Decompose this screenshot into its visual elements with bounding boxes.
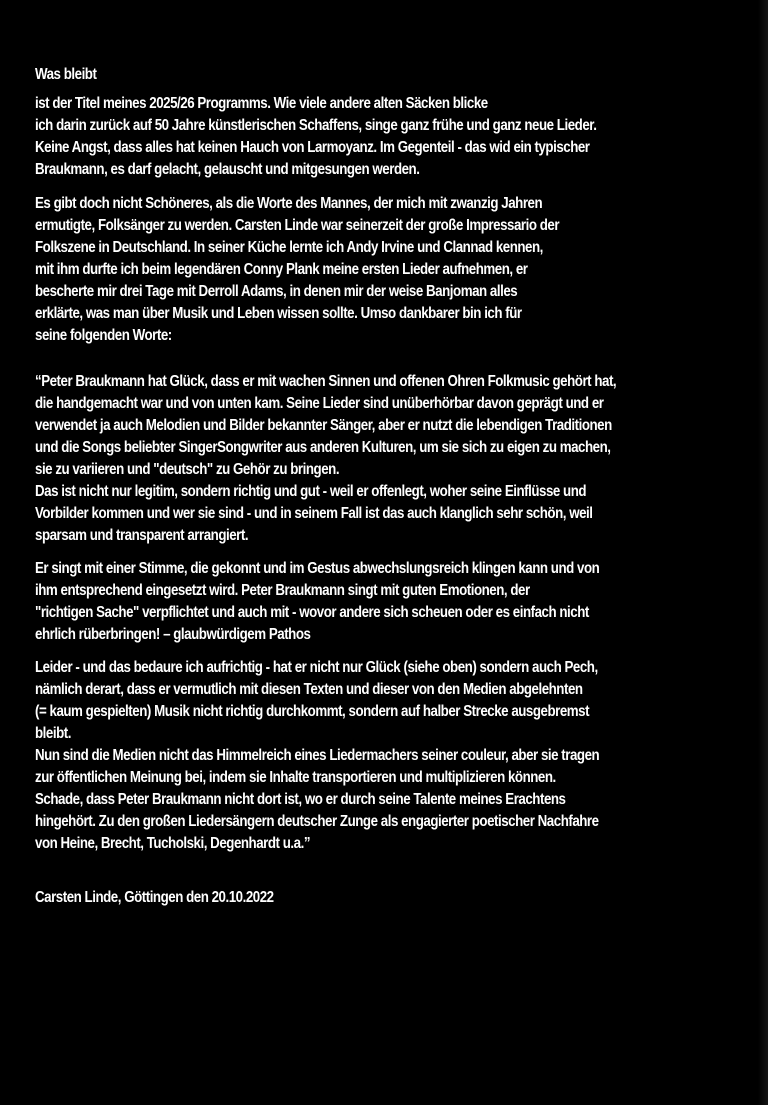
document-title: Was bleibt (35, 66, 97, 83)
paragraph-line: bleibt. (35, 725, 71, 742)
paragraph-line: zur öffentlichen Meinung bei, indem sie Inhalte transportieren und multiplizieren können. (35, 769, 556, 786)
paragraph-line: erklärte, was man über Musik und Leben wissen sollte. Umso dankbarer bin ich für (35, 305, 522, 322)
paragraph-line: hingehört. Zu den großen Liedersängern deutscher Zunge als engagierter poetischer Nachfahre (35, 813, 599, 830)
quote-paragraph-1 (35, 371, 757, 547)
paragraph-line: ermutigte, Folksänger zu werden. Carsten Linde war seinerzeit der große Impressario der (35, 217, 560, 234)
paragraph-intro (35, 93, 757, 181)
quote-paragraph-2 (35, 558, 757, 646)
paragraph-line: Es gibt doch nicht Schöneres, als die Worte des Mannes, der mich mit zwanzig Jahren (35, 195, 543, 212)
paragraph-line: sparsam und transparent arrangiert. (35, 527, 249, 544)
paragraph-line: von Heine, Brecht, Tucholski, Degenhardt u.a.” (35, 835, 311, 852)
paragraph-line: Nun sind die Medien nicht das Himmelreich eines Liedermachers seiner couleur, aber sie tragen (35, 747, 600, 764)
paragraph-line: Keine Angst, dass alles hat keinen Hauch von Larmoyanz. Im Gegenteil - das wid ein typischer (35, 139, 590, 156)
paragraph-line: sie zu variieren und "deutsch" zu Gehör zu bringen. (35, 461, 340, 478)
paragraph-line: Vorbilder kommen und wer sie sind - und in seinem Fall ist das auch klanglich sehr schön, weil (35, 505, 593, 522)
paragraph-carsten-linde (35, 193, 757, 347)
paragraph-line: die handgemacht war und von unten kam. Seine Lieder sind unüberhörbar davon geprägt und er (35, 395, 604, 412)
signature: Carsten Linde, Göttingen den 20.10.2022 (35, 889, 274, 906)
paragraph-line: (= kaum gespielten) Musik nicht richtig durchkommt, sondern auf halber Strecke ausgebremst (35, 703, 590, 720)
paragraph-line: ist der Titel meines 2025/26 Programms. Wie viele andere alten Säcken blicke (35, 95, 488, 112)
paragraph-line: “Peter Braukmann hat Glück, dass er mit wachen Sinnen und offenen Ohren Folkmusic gehört hat, (35, 373, 617, 390)
paragraph-line: Braukmann, es darf gelacht, gelauscht und mitgesungen werden. (35, 161, 420, 178)
paragraph-line: bescherte mir drei Tage mit Derroll Adams, in denen mir der weise Banjoman alles (35, 283, 518, 300)
paragraph-line: und die Songs beliebter SingerSongwriter aus anderen Kulturen, um sie sich zu eigen zu machen, (35, 439, 611, 456)
paragraph-line: Folkszene in Deutschland. In seiner Küche lernte ich Andy Irvine und Clannad kennen, (35, 239, 543, 256)
paragraph-line: ehrlich rüberbringen! – glaubwürdigem Pathos (35, 626, 311, 643)
page-edge (758, 0, 768, 1105)
paragraph-line: seine folgenden Worte: (35, 327, 172, 344)
paragraph-line: ihm entsprechend eingesetzt wird. Peter Braukmann singt mit guten Emotionen, der (35, 582, 530, 599)
paragraph-line: nämlich derart, dass er vermutlich mit diesen Texten und dieser von den Medien abgelehnten (35, 681, 583, 698)
quote-paragraph-3 (35, 657, 757, 855)
paragraph-line: verwendet ja auch Melodien und Bilder bekannter Sänger, aber er nutzt die lebendigen Traditionen (35, 417, 612, 434)
paragraph-line: Leider - und das bedaure ich aufrichtig - hat er nicht nur Glück (siehe oben) sondern auch Pech, (35, 659, 598, 676)
paragraph-line: mit ihm durfte ich beim legendären Conny Plank meine ersten Lieder aufnehmen, er (35, 261, 528, 278)
document-text (35, 64, 757, 909)
paragraph-line: Schade, dass Peter Braukmann nicht dort ist, wo er durch seine Talente meines Erachtens (35, 791, 566, 808)
paragraph-line: Er singt mit einer Stimme, die gekonnt und im Gestus abwechslungsreich klingen kann und von (35, 560, 600, 577)
paragraph-line: ich darin zurück auf 50 Jahre künstlerischen Schaffens, singe ganz frühe und ganz neue Lieder. (35, 117, 597, 134)
paragraph-line: Das ist nicht nur legitim, sondern richtig und gut - weil er offenlegt, woher seine Einflüsse und (35, 483, 587, 500)
paragraph-line: "richtigen Sache" verpflichtet und auch mit - wovor andere sich scheuen oder es einfach nicht (35, 604, 589, 621)
